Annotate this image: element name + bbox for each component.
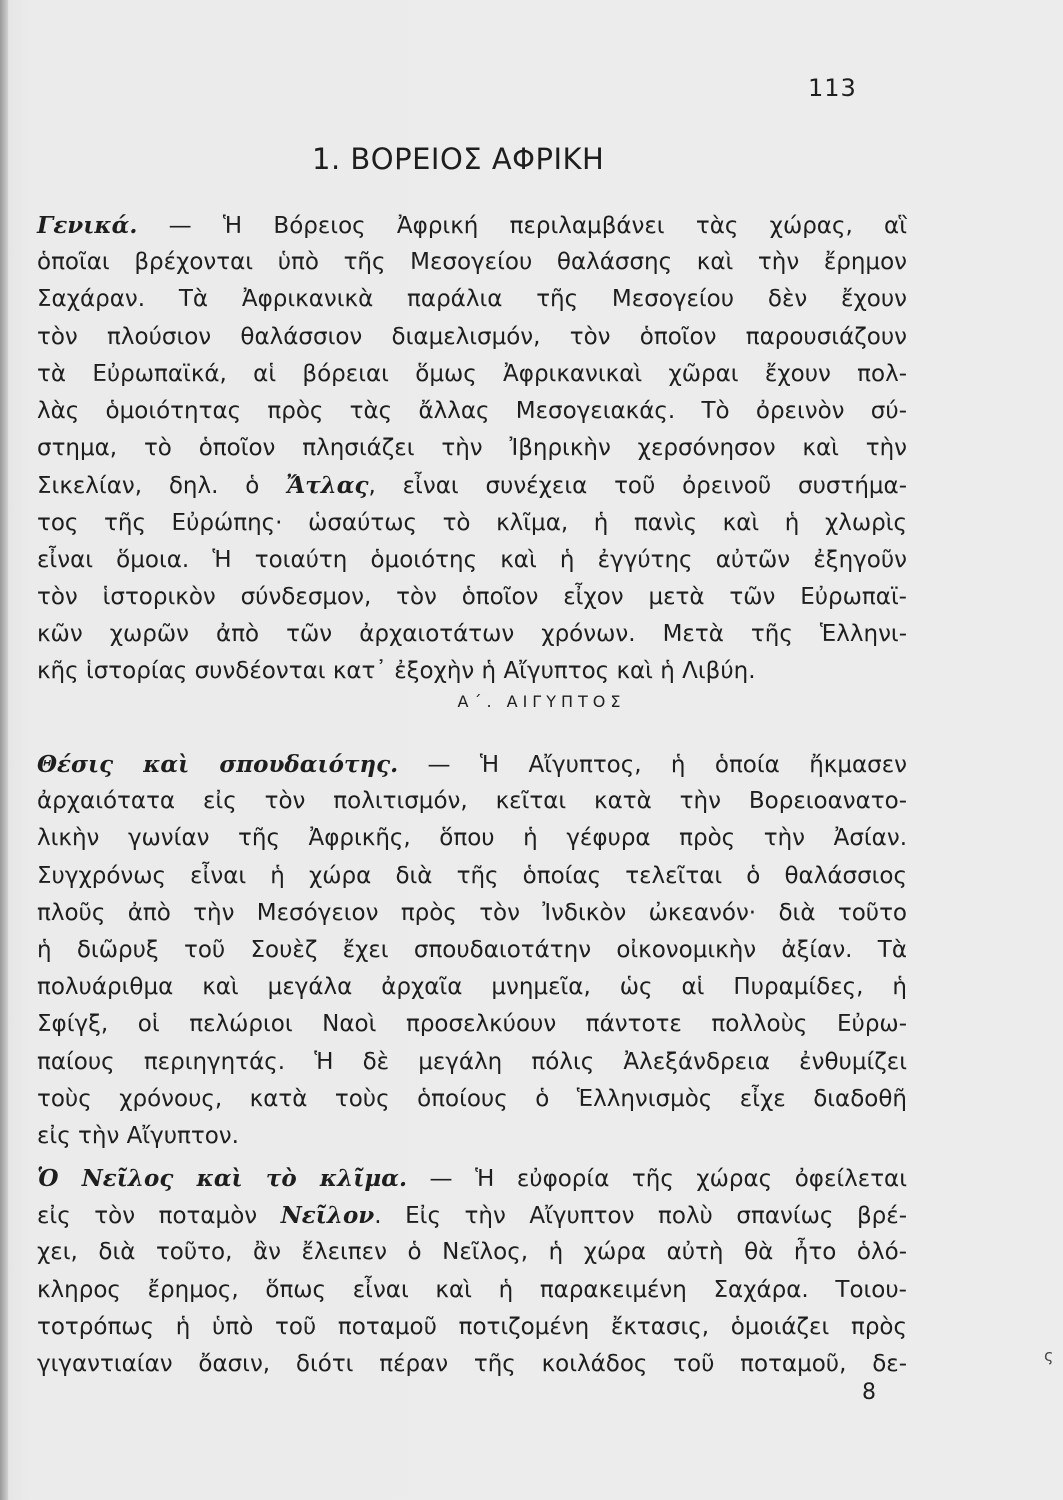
text-line: ὁποῖαι βρέχονται ὑπὸ τῆς Μεσογείου θαλάσσης καὶ τὴν ἔρημον	[37, 249, 907, 276]
text-line: τὸν πλούσιον θαλάσσιον διαμελισμόν, τὸν ὁποῖον παρουσιάζουν	[37, 323, 907, 350]
edge-mark: ς	[1044, 1346, 1054, 1365]
emphasis-atlas: Ἄτλας	[286, 472, 369, 500]
text-line: κῶν χωρῶν ἀπὸ τῶν ἀρχαιοτάτων χρόνων. Μετὰ τῆς Ἑλληνι-	[37, 621, 907, 648]
text-line: εἶναι ὅμοια. Ἡ τοιαύτη ὁμοιότης καὶ ἡ ἐγγύτης αὐτῶν ἐξηγοῦν	[37, 546, 907, 573]
text-line: Ὁ Νεῖλος καὶ τὸ κλῖμα. — Ἡ εὐφορία τῆς χώρας ὀφείλεται	[37, 1165, 908, 1192]
text-line: κληρος ἔρημος, ὅπως εἶναι καὶ ἡ παρακειμένη Σαχάρα. Τοιου-	[37, 1276, 907, 1303]
section-heading: Α΄. ΑΙΓΥΠΤΟΣ	[457, 692, 626, 711]
text-line: λικὴν γωνίαν τῆς Ἀφρικῆς, ὅπου ἡ γέφυρα πρὸς τὴν Ἀσίαν.	[37, 825, 907, 852]
page-number: 113	[808, 74, 857, 102]
page-spine-shadow	[0, 0, 8, 1500]
text-line: Θέσις καὶ σπουδαιότης. — Ἡ Αἴγυπτος, ἡ ὁποία ἤκμασεν	[37, 751, 907, 778]
text-line: παίους περιηγητάς. Ἡ δὲ μεγάλη πόλις Ἀλεξάνδρεια ἐνθυμίζει	[37, 1048, 907, 1075]
text-line: τος τῆς Εὐρώπης· ὡσαύτως τὸ κλῖμα, ἡ πανὶς καὶ ἡ χλωρὶς	[37, 509, 907, 536]
text-line: ἀρχαιότατα εἰς τὸν πολιτισμόν, κεῖται κατὰ τὴν Βορειοανατο-	[37, 788, 907, 815]
text-line: τὸν ἱστορικὸν σύνδεσμον, τὸν ὁποῖον εἶχον μετὰ τῶν Εὐρωπαϊ-	[37, 583, 907, 610]
text-line: Σφίγξ, οἱ πελώριοι Ναοὶ προσελκύουν πάντοτε πολλοὺς Εὐρω-	[37, 1011, 907, 1038]
paragraph-position	[37, 746, 907, 1155]
paragraph-lead: Θέσις καὶ σπουδαιότης.	[37, 751, 399, 778]
text-line: κῆς ἱστορίας συνδέονται κατ᾿ ἐξοχὴν ἡ Αἴγυπτος καὶ ἡ Λιβύη.	[37, 658, 756, 685]
text-line: Σαχάραν. Τὰ Ἀφρικανικὰ παράλια τῆς Μεσογείου δὲν ἔχουν	[37, 286, 907, 313]
text-line: στημα, τὸ ὁποῖον πλησιάζει τὴν Ἰβηρικὴν χερσόνησον καὶ τὴν	[37, 435, 907, 462]
paragraph-lead: Γενικά.	[37, 212, 138, 239]
text-line: εἰς τὸν ποταμὸν Νεῖλον. Εἰς τὴν Αἴγυπτον πολὺ σπανίως βρέ-	[37, 1202, 907, 1230]
text-line: πολυάριθμα καὶ μεγάλα ἀρχαῖα μνημεῖα, ὡς αἱ Πυραμίδες, ἡ	[37, 974, 907, 1001]
text-line: Γενικά. — Ἡ Βόρειος Ἀφρική περιλαμβάνει τὰς χώρας, αἳ	[37, 212, 907, 239]
text-line: τοὺς χρόνους, κατὰ τοὺς ὁποίους ὁ Ἑλληνισμὸς εἶχε διαδοθῆ	[37, 1085, 907, 1112]
paragraph-lead: Ὁ Νεῖλος καὶ τὸ κλῖμα.	[37, 1165, 407, 1192]
text-line: χει, διὰ τοῦτο, ἂν ἔλειπεν ὁ Νεῖλος, ἡ χώρα αὐτὴ θὰ ἦτο ὁλό-	[37, 1239, 907, 1266]
text-line: λὰς ὁμοιότητας πρὸς τὰς ἄλλας Μεσογειακάς. Τὸ ὀρεινὸν σύ-	[37, 397, 907, 424]
paragraph-general	[37, 207, 907, 690]
printer-signature-mark: 8	[862, 1380, 876, 1405]
text-line: Σικελίαν, δηλ. ὁ Ἄτλας, εἶναι συνέχεια τοῦ ὀρεινοῦ συστήμα-	[37, 472, 907, 500]
text-line: ἡ διῶρυξ τοῦ Σουὲζ ἔχει σπουδαιοτάτην οἰκονομικὴν ἀξίαν. Τὰ	[37, 936, 907, 963]
text-line: Συγχρόνως εἶναι ἡ χώρα διὰ τῆς ὁποίας τελεῖται ὁ θαλάσσιος	[37, 862, 907, 889]
chapter-title: 1. ΒΟΡΕΙΟΣ ΑΦΡΙΚΗ	[312, 142, 605, 176]
emphasis-nile: Νεῖλον	[280, 1202, 375, 1230]
text-line: εἰς τὴν Αἴγυπτον.	[37, 1122, 239, 1149]
text-line: τὰ Εὐρωπαϊκά, αἱ βόρειαι ὅμως Ἀφρικανικαὶ χῶραι ἔχουν πολ-	[37, 360, 907, 387]
paragraph-nile	[37, 1160, 907, 1383]
text-line: τοτρόπως ἡ ὑπὸ τοῦ ποταμοῦ ποτιζομένη ἔκτασις, ὁμοιάζει πρὸς	[37, 1313, 907, 1340]
text-line: πλοῦς ἀπὸ τὴν Μεσόγειον πρὸς τὸν Ἰνδικὸν ὠκεανόν· διὰ τοῦτο	[37, 899, 907, 926]
text-line: γιγαντιαίαν ὄασιν, διότι πέραν τῆς κοιλάδος τοῦ ποταμοῦ, δε-	[37, 1350, 907, 1377]
